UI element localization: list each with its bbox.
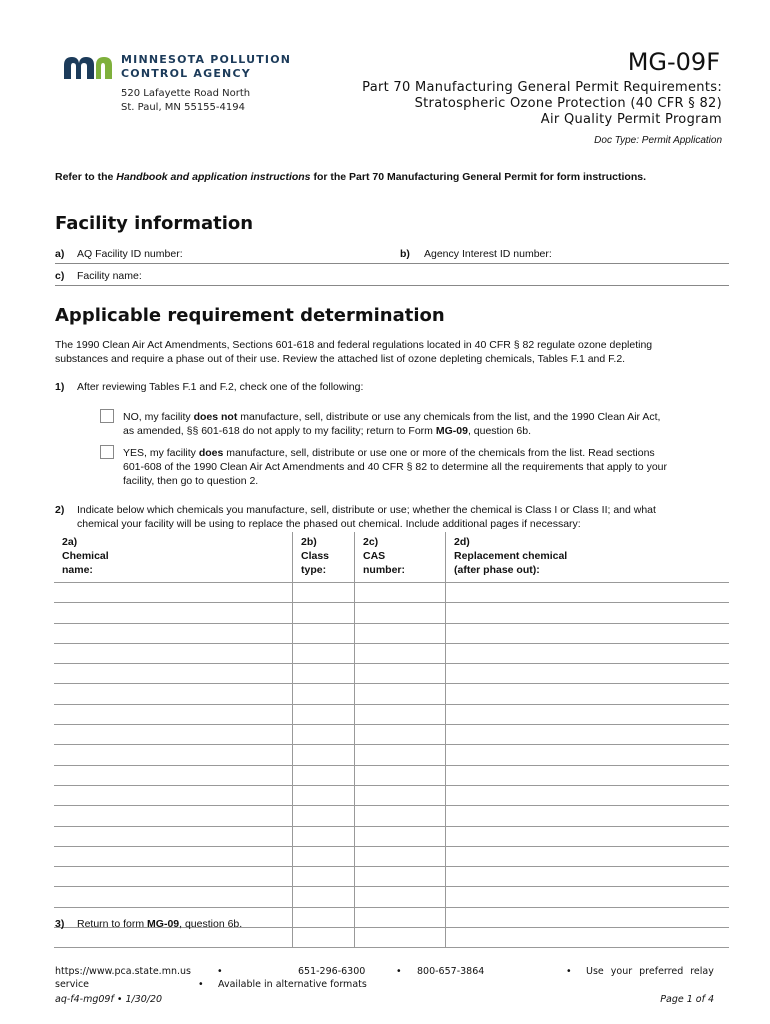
chemical-name-cell[interactable] (54, 826, 293, 846)
cas-number-cell[interactable] (355, 765, 446, 785)
no-checkbox[interactable] (100, 409, 114, 423)
chemical-name-cell[interactable] (54, 887, 293, 907)
col-header-replacement-chemical: 2d) Replacement chemical (after phase out): (446, 532, 730, 583)
chemical-name-cell[interactable] (54, 684, 293, 704)
item-c-label: c) (55, 270, 65, 282)
replacement-chemical-cell[interactable] (446, 745, 730, 765)
facility-name-label: Facility name: (77, 270, 142, 282)
table-row (54, 806, 729, 826)
chemical-name-cell[interactable] (54, 785, 293, 805)
agency-interest-id-field[interactable] (565, 246, 729, 260)
col-header-class-type: 2b) Class type: (293, 532, 355, 583)
chemical-name-cell[interactable] (54, 765, 293, 785)
replacement-chemical-cell[interactable] (446, 867, 730, 887)
form-code: MG-09F (627, 48, 720, 76)
replacement-chemical-cell[interactable] (446, 704, 730, 724)
table-row (54, 725, 729, 745)
footer-service: service (55, 979, 90, 990)
divider (55, 285, 729, 286)
yes-option-line3: facility, then go to question 2. (123, 475, 259, 487)
chemical-name-cell[interactable] (54, 643, 293, 663)
table-row (54, 664, 729, 684)
chemical-name-cell[interactable] (54, 745, 293, 765)
class-type-cell[interactable] (293, 643, 355, 663)
class-type-cell[interactable] (293, 664, 355, 684)
footer-alt-formats: Available in alternative formats (218, 979, 367, 990)
chemical-name-cell[interactable] (54, 725, 293, 745)
doc-type: Doc Type: Permit Application (594, 135, 722, 146)
class-type-cell[interactable] (293, 684, 355, 704)
class-type-cell[interactable] (293, 745, 355, 765)
question-2-line2: chemical your facility will be using to replace the phased out chemical. Include additional pages if necessary: (77, 518, 581, 530)
col-header-chemical-name: 2a) Chemical name: (54, 532, 293, 583)
footer-bullet: • (217, 966, 223, 977)
yes-option-line1: YES, my facility does manufacture, sell, distribute or use one or more of the chemicals from the list. Read sections (123, 447, 655, 459)
no-option-line2: as amended, §§ 601-618 do not apply to my facility; return to Form MG-09, question 6b. (123, 425, 531, 437)
form-title-line2: Stratospheric Ozone Protection (40 CFR § 82) (414, 96, 722, 111)
footer-phone-2: 800-657-3864 (417, 966, 485, 977)
yes-option-line2: 601-608 of the 1990 Clean Air Act Amendments and 40 CFR § 82 to determine all the requirements that apply to your (123, 461, 667, 473)
class-type-cell[interactable] (293, 846, 355, 866)
table-row (54, 867, 729, 887)
table-row (54, 826, 729, 846)
cas-number-cell[interactable] (355, 806, 446, 826)
replacement-chemical-cell[interactable] (446, 826, 730, 846)
class-type-cell[interactable] (293, 867, 355, 887)
replacement-chemical-cell[interactable] (446, 846, 730, 866)
paragraph-line2: substances and require a phase out of their use. Review the attached list of ozone depleting chemicals, Tables F.1 and F.2. (55, 353, 626, 365)
applicable-paragraph (55, 338, 652, 366)
footer-bullet: • (198, 979, 204, 990)
footer-bullet: • (396, 966, 402, 977)
cas-number-cell[interactable] (355, 826, 446, 846)
table-row (54, 887, 729, 907)
replacement-chemical-cell[interactable] (446, 643, 730, 663)
replacement-chemical-cell[interactable] (446, 684, 730, 704)
agency-name (121, 53, 291, 81)
table-row (54, 745, 729, 765)
chemical-name-cell[interactable] (54, 704, 293, 724)
item-a-label: a) (55, 248, 65, 260)
facility-name-field[interactable] (150, 268, 729, 282)
class-type-cell[interactable] (293, 765, 355, 785)
chemicals-table (54, 532, 729, 948)
question-1-number: 1) (55, 381, 65, 393)
cas-number-cell[interactable] (355, 583, 446, 603)
replacement-chemical-cell[interactable] (446, 583, 730, 603)
agency-interest-id-label: Agency Interest ID number: (424, 248, 552, 260)
cas-number-cell[interactable] (355, 623, 446, 643)
divider (55, 263, 729, 264)
aq-facility-id-label: AQ Facility ID number: (77, 248, 183, 260)
table-row (54, 643, 729, 663)
no-option-line1: NO, my facility does not manufacture, sell, distribute or use any chemicals from the list, and the 1990 Clean Air Act, (123, 411, 661, 423)
question-2-number: 2) (55, 504, 65, 516)
footer-doc-id: aq-f4-mg09f • 1/30/20 (55, 994, 163, 1005)
cas-number-cell[interactable] (355, 684, 446, 704)
question-2-line1: Indicate below which chemicals you manufacture, sell, distribute or use; whether the chemical is Class I or Class II; and what (77, 504, 656, 516)
applicable-heading: Applicable requirement determination (55, 305, 445, 326)
question-3-number: 3) (55, 918, 65, 930)
mpca-logo-icon (62, 55, 114, 79)
intro-text: Refer to the (55, 171, 117, 183)
cas-number-cell[interactable] (355, 928, 446, 948)
replacement-chemical-cell[interactable] (446, 887, 730, 907)
replacement-chemical-cell[interactable] (446, 603, 730, 623)
cas-number-cell[interactable] (355, 785, 446, 805)
class-type-cell[interactable] (293, 806, 355, 826)
col-header-cas-number: 2c) CAS number: (355, 532, 446, 583)
replacement-chemical-cell[interactable] (446, 907, 730, 927)
table-row (54, 623, 729, 643)
yes-option-text (123, 446, 667, 488)
cas-number-cell[interactable] (355, 887, 446, 907)
agency-address (121, 87, 250, 115)
class-type-cell[interactable] (293, 603, 355, 623)
replacement-chemical-cell[interactable] (446, 664, 730, 684)
class-type-cell[interactable] (293, 785, 355, 805)
agency-name-line2: CONTROL AGENCY (121, 67, 251, 80)
paragraph-line1: The 1990 Clean Air Act Amendments, Sections 601-618 and federal regulations located in 40 CFR § 82 regulate ozone depleting (55, 339, 653, 351)
chemical-name-cell[interactable] (54, 664, 293, 684)
footer-bullet: • (566, 966, 572, 977)
aq-facility-id-field[interactable] (192, 246, 392, 260)
class-type-cell[interactable] (293, 887, 355, 907)
chemical-name-cell[interactable] (54, 603, 293, 623)
cas-number-cell[interactable] (355, 745, 446, 765)
table-row (54, 765, 729, 785)
facility-id-row (55, 247, 64, 261)
table-row (54, 603, 729, 623)
table-row (54, 846, 729, 866)
replacement-chemical-cell[interactable] (446, 623, 730, 643)
intro-instructions (55, 171, 646, 183)
table-row (54, 704, 729, 724)
class-type-cell[interactable] (293, 725, 355, 745)
chemical-name-cell[interactable] (54, 583, 293, 603)
chemical-name-cell[interactable] (54, 806, 293, 826)
question-3-text: Return to form MG-09, question 6b. (77, 918, 243, 930)
replacement-chemical-cell[interactable] (446, 725, 730, 745)
table-header-row (54, 532, 729, 583)
address-line2: St. Paul, MN 55155-4194 (121, 102, 245, 113)
cas-number-cell[interactable] (355, 704, 446, 724)
class-type-cell[interactable] (293, 928, 355, 948)
handbook-reference: Handbook and application instructions (116, 171, 311, 183)
cas-number-cell[interactable] (355, 603, 446, 623)
footer-url[interactable]: https://www.pca.state.mn.us (55, 966, 191, 977)
table-row (54, 785, 729, 805)
class-type-cell[interactable] (293, 907, 355, 927)
cas-number-cell[interactable] (355, 725, 446, 745)
replacement-chemical-cell[interactable] (446, 806, 730, 826)
class-type-cell[interactable] (293, 623, 355, 643)
intro-text-end: for the Part 70 Manufacturing General Permit for form instructions. (310, 171, 647, 183)
table-row (54, 583, 729, 603)
form-title-line1: Part 70 Manufacturing General Permit Requirements: (362, 80, 722, 95)
table-row (54, 684, 729, 704)
question-2-text (77, 503, 656, 531)
cas-number-cell[interactable] (355, 907, 446, 927)
chemical-name-cell[interactable] (54, 623, 293, 643)
chemical-name-cell[interactable] (54, 867, 293, 887)
cas-number-cell[interactable] (355, 846, 446, 866)
form-title (362, 80, 722, 128)
facility-heading: Facility information (55, 213, 254, 234)
class-type-cell[interactable] (293, 826, 355, 846)
replacement-chemical-cell[interactable] (446, 928, 730, 948)
cas-number-cell[interactable] (355, 867, 446, 887)
no-option-text (123, 410, 660, 438)
footer-phone-1: 651-296-6300 (298, 966, 366, 977)
item-b-label: b) (400, 248, 410, 260)
replacement-chemical-cell[interactable] (446, 765, 730, 785)
agency-name-line1: MINNESOTA POLLUTION (121, 53, 292, 66)
form-title-line3: Air Quality Permit Program (540, 112, 722, 127)
yes-checkbox[interactable] (100, 445, 114, 459)
question-1-text: After reviewing Tables F.1 and F.2, check one of the following: (77, 381, 364, 393)
replacement-chemical-cell[interactable] (446, 785, 730, 805)
cas-number-cell[interactable] (355, 643, 446, 663)
class-type-cell[interactable] (293, 704, 355, 724)
footer-relay: Use your preferred relay (586, 966, 714, 977)
chemical-name-cell[interactable] (54, 846, 293, 866)
cas-number-cell[interactable] (355, 664, 446, 684)
class-type-cell[interactable] (293, 583, 355, 603)
footer-page-number: Page 1 of 4 (660, 994, 714, 1005)
address-line1: 520 Lafayette Road North (121, 88, 251, 99)
